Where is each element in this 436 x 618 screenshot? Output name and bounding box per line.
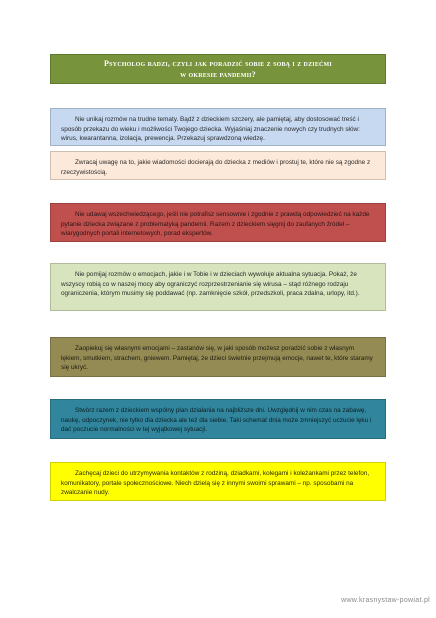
tip-box-media-news xyxy=(50,151,386,180)
tip-text: Nie unikaj rozmów na trudne tematy. Bądź z dzieckiem szczery, ale pamiętaj, aby dostosować treść i sposób przekazu do wieku i możliwości Twojego dziecka. Wyjaśniaj znaczenie nowych czy trudnych słów: wirus, kwarantanna, izolacja, prewencja. Przekazuj sprawdzoną wiedzę. xyxy=(61,116,360,143)
title-line-2: w okresie pandemii? xyxy=(180,70,256,79)
tip-box-trusted-sources xyxy=(50,203,386,242)
tip-text: Nie pomijaj rozmów o emocjach, jakie i w Tobie i w dzieciach wywołuje aktualna sytuacja. Pokaż, że wszyscy robią co w naszej mocy aby ograniczyć rozprzestrzenianie się wirusa – stąd różnego rodzaju ograniczenia, którym musimy się poddawać (np. zamknięcie szkół, przedszkoli, praca zdalna, urlopy, itd.). xyxy=(61,271,360,298)
tip-text: Zaopiekuj się własnymi emocjami – zastanów się, w jaki sposób możesz poradzić sobie z własnym lękiem, smutkiem, strachem, gniewem. Pamiętaj, że dzieci świetnie przejmują emocje, nawet te, które staramy się ukryć. xyxy=(61,345,373,372)
watermark: www.krasnystaw-powiat.pl xyxy=(341,597,430,604)
tip-text: Stwórz razem z dzieckiem wspólny plan działania na najbliższe dni. Uwzględnij w nim czas na zabawę, naukę, odpoczynek, nie tylko dla dziecka ale też dla siebie. Taki schemat dnia może zmniejszyć uczucie lęku i dać poczucie normalności w tej wyjątkowej sytuacji. xyxy=(61,407,372,434)
tip-text: Zwracaj uwagę na to, jakie wiadomości docierają do dziecka z mediów i prostuj te, które nie są zgodne z rzeczywistością. xyxy=(61,159,371,176)
tip-box-daily-plan xyxy=(50,399,386,439)
tip-box-talk-difficult-topics xyxy=(50,108,386,146)
tip-text: Nie udawaj wszechwiedzącego, jeśli nie potrafisz sensownie i zgodnie z prawdą odpowiedzieć na każde pytanie dziecka związane z problematyką pandemii. Razem z dzieckiem sięgnij do zaufanych źródeł – wiarygodnych portali internetowych, porad ekspertów. xyxy=(61,211,370,238)
title-line-1: Psycholog radzi, czyli jak poradzić sobie z sobą i z dziećmi xyxy=(104,59,332,68)
tip-box-talk-emotions xyxy=(50,263,386,311)
tip-text: Zachęcaj dzieci do utrzymywania kontaktów z rodziną, dziadkami, kolegami i koleżankami przez telefon, komunikatory, portale społecznościowe. Niech dzielą się z innymi swoimi sprawami – np. sposobami na zwalczanie nudy. xyxy=(61,470,370,497)
tip-box-keep-contacts xyxy=(50,462,386,501)
tip-box-own-emotions xyxy=(50,337,386,377)
page-title xyxy=(50,54,386,84)
